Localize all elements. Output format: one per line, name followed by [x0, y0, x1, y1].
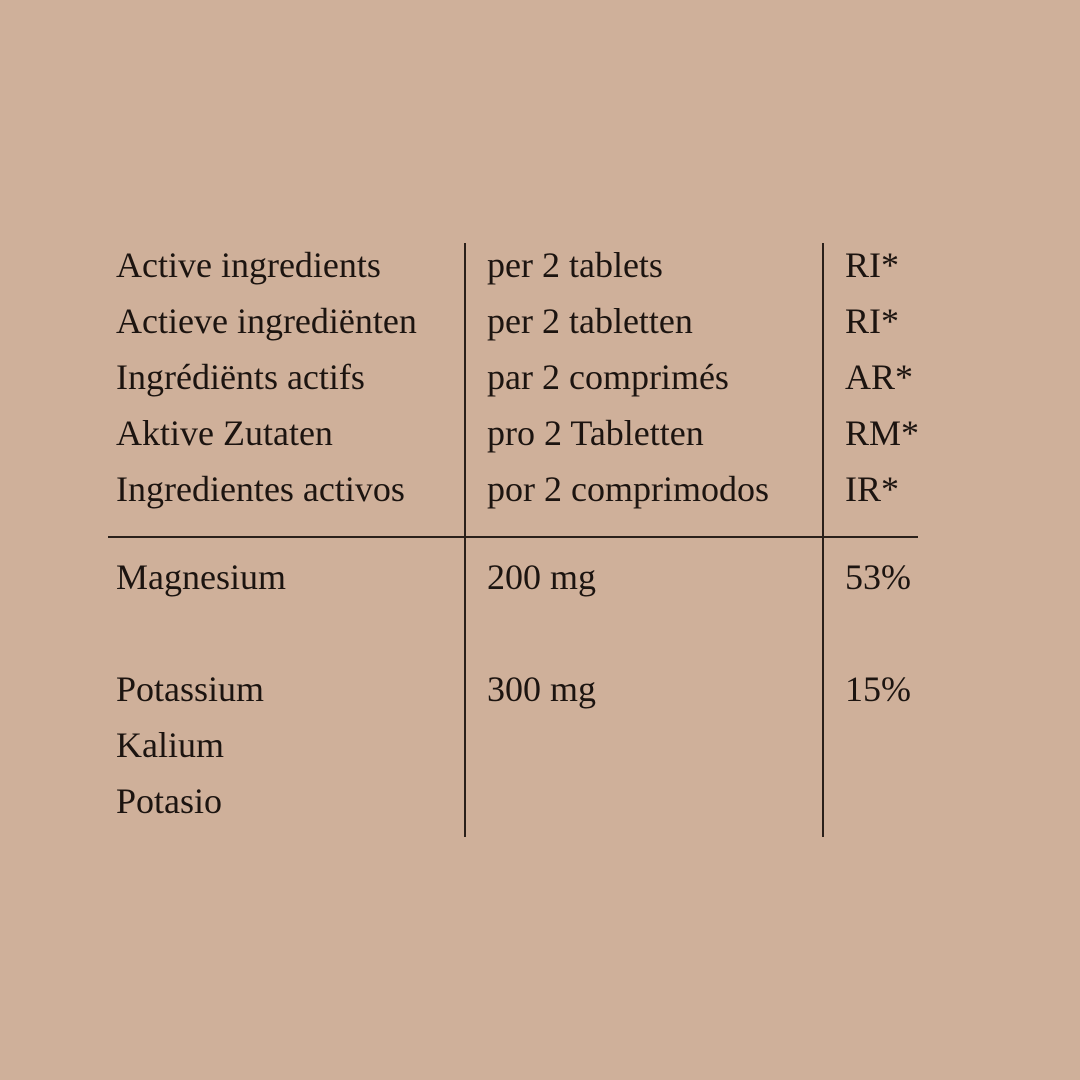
- header-reference-label: RM*: [845, 413, 920, 453]
- ingredient-amount: 200 mg: [487, 557, 597, 597]
- header-reference-column: [845, 237, 919, 517]
- header-ingredients-label: Aktive Zutaten: [116, 413, 333, 453]
- header-divider: [108, 536, 918, 538]
- header-ingredients-column: [116, 237, 417, 517]
- header-ingredients-label: Active ingredients: [116, 245, 381, 285]
- table-row-magnesium-name: [116, 549, 286, 605]
- header-reference-label: RI*: [845, 301, 899, 341]
- header-amount-label: per 2 tabletten: [487, 301, 693, 341]
- header-amount-label: pro 2 Tabletten: [487, 413, 704, 453]
- header-ingredients-label: Ingredientes activos: [116, 469, 405, 509]
- table-row-potassium-reference: [845, 661, 911, 717]
- header-amount-label: por 2 comprimodos: [487, 469, 769, 509]
- table-row-potassium-amount: [487, 661, 596, 717]
- ingredient-amount: 300 mg: [487, 669, 597, 709]
- header-amount-label: per 2 tablets: [487, 245, 663, 285]
- ingredient-name: Potassium: [116, 669, 265, 709]
- table-row-potassium-name: [116, 661, 264, 829]
- table-row-magnesium-reference: [845, 549, 911, 605]
- column-divider: [464, 243, 466, 837]
- column-divider: [822, 243, 824, 837]
- header-amount-label: par 2 comprimés: [487, 357, 729, 397]
- header-ingredients-label: Actieve ingrediënten: [116, 301, 417, 341]
- ingredient-name: Potasio: [116, 781, 223, 821]
- header-amount-column: [487, 237, 769, 517]
- ingredient-reference: 53%: [845, 557, 911, 597]
- header-ingredients-label: Ingrédiënts actifs: [116, 357, 365, 397]
- ingredient-name: Magnesium: [116, 557, 286, 597]
- ingredient-name: Kalium: [116, 725, 224, 765]
- header-reference-label: AR*: [845, 357, 914, 397]
- header-reference-label: IR*: [845, 469, 899, 509]
- header-reference-label: RI*: [845, 245, 899, 285]
- table-row-magnesium-amount: [487, 549, 596, 605]
- ingredient-reference: 15%: [845, 669, 911, 709]
